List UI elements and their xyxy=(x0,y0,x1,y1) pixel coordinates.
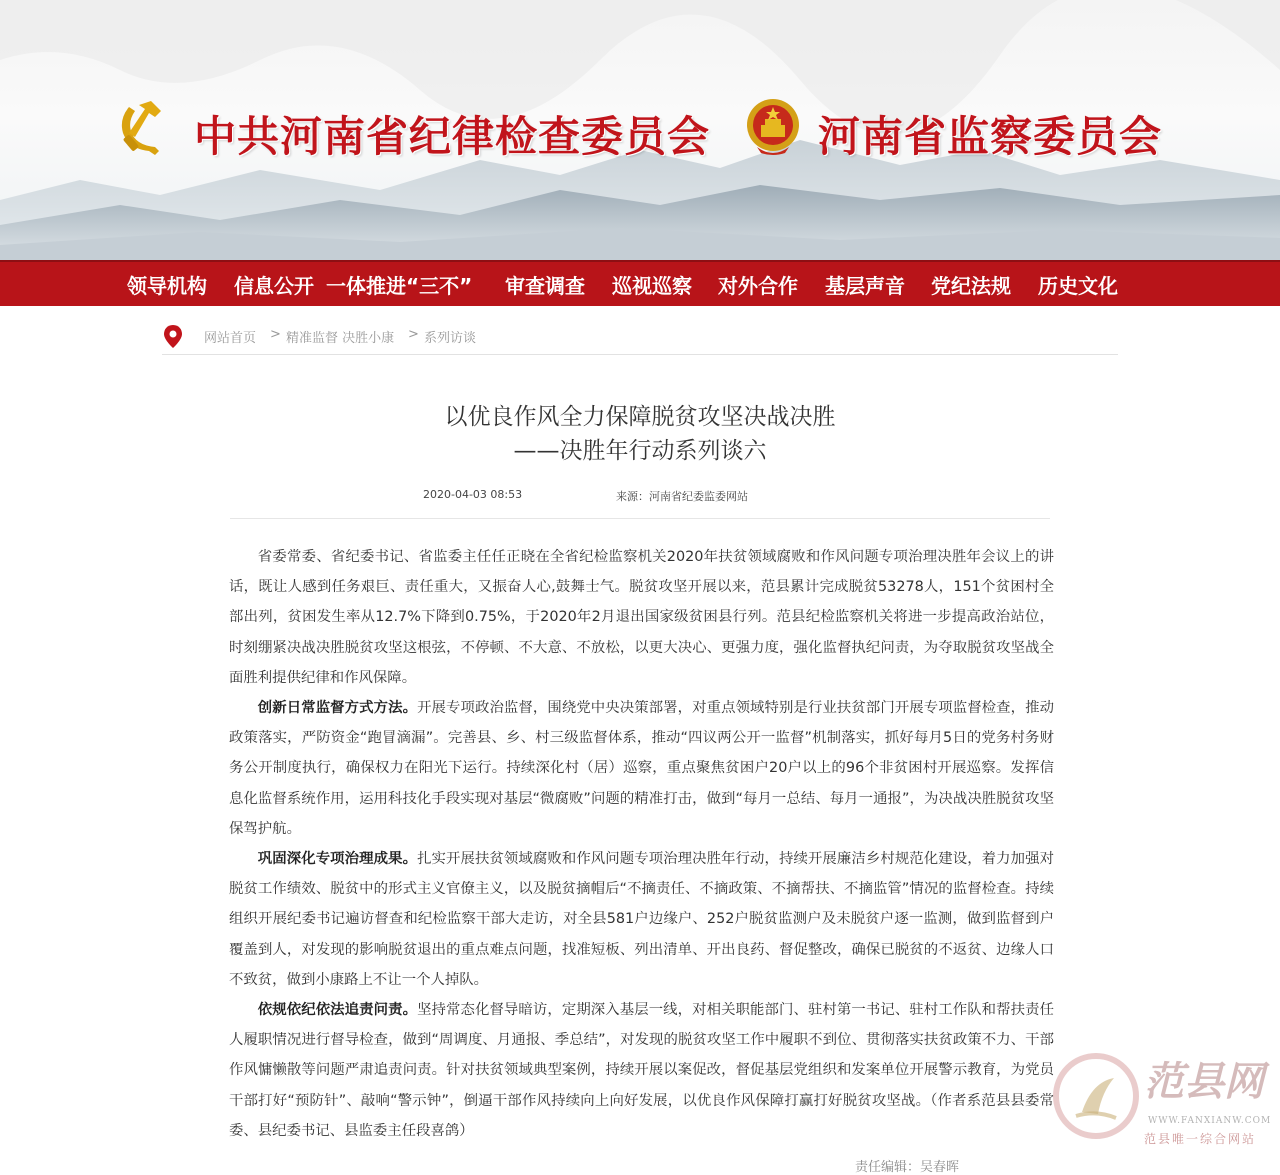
watermark-slogan: 范县唯一综合网站 xyxy=(1144,1132,1257,1146)
watermark-url: WWW.FANXIANW.COM xyxy=(1148,1116,1272,1126)
breadcrumb-separator: > xyxy=(270,327,281,342)
header-banner xyxy=(0,0,1280,260)
paragraph-lead: 依规依纪依法追责问责。 xyxy=(257,1002,418,1019)
national-emblem-icon xyxy=(743,97,803,159)
watermark-name: 范县网 xyxy=(1144,1058,1264,1105)
breadcrumb-separator: > xyxy=(408,327,419,342)
nav-item-investigation[interactable]: 审查调查 xyxy=(505,274,585,298)
watermark-logo-icon xyxy=(1052,1052,1140,1140)
nav-item-grassroots[interactable]: 基层声音 xyxy=(825,274,905,298)
nav-item-info-disclosure[interactable]: 信息公开 xyxy=(234,274,314,298)
paragraph-consolidate: 巩固深化专项治理成果。扎实开展扶贫领域腐败和作风问题专项治理决胜年行动，持续开展廉洁乡村规范化建设，着力加强对脱贫工作绩效、脱贫中的形式主义官僚主义，以及脱贫摘帽后“不摘责任、不摘政策、不摘帮扶、不摘监管”情况的监督检查。持续组织开展纪委书记遍访督查和纪检监察干部大走访，对全县581户边缘户、252户脱贫监测户及未脱贫户逐一监测，做到监督到户覆盖到人，对发现的影响脱贫退出的重点难点问题，找准短板、列出清单、开出良药、督促整改，确保已脱贫的不返贫、边缘人口不致贫，做到小康路上不让一个人掉队。 xyxy=(229,851,1054,988)
nav-item-foreign-cooperation[interactable]: 对外合作 xyxy=(718,274,798,298)
paragraph-lead: 创新日常监督方式方法。 xyxy=(257,700,418,717)
site-watermark xyxy=(1052,1046,1272,1158)
article-source: 来源：河南省纪委监委网站 xyxy=(616,490,748,503)
banner-title-right: 河南省监察委员会 xyxy=(818,112,1163,161)
nav-item-regulations[interactable]: 党纪法规 xyxy=(931,274,1011,298)
main-nav xyxy=(0,260,1280,306)
nav-item-history[interactable]: 历史文化 xyxy=(1038,274,1118,298)
breadcrumb-category[interactable]: 系列访谈 xyxy=(424,331,477,346)
editor-line: 责任编辑：吴春晖 xyxy=(855,1160,960,1175)
breadcrumb-section[interactable]: 精准监督 决胜小康 xyxy=(286,331,395,346)
paragraph-intro: 省委常委、省纪委书记、省监委主任任正晓在全省纪检监察机关2020年扶贫领域腐败和作风问题专项治理决胜年会议上的讲话，既让人感到任务艰巨、责任重大，又振奋人心,鼓舞士气。脱贫攻坚开展以来，范县累计完成脱贫53278人，151个贫困村全部出列，贫困发生率从12.7%下降到0.75%，于2020年2月退出国家级贫困县行列。范县纪检监察机关将进一步提高政治站位，时刻绷紧决战决胜脱贫攻坚这根弦，不停顿、不大意、不放松，以更大决心、更强力度，强化监督执纪问责，为夺取脱贫攻坚战全面胜利提供纪律和作风保障。 xyxy=(229,549,1054,686)
nav-item-leadership[interactable]: 领导机构 xyxy=(127,274,207,298)
paragraph-innovate: 创新日常监督方式方法。开展专项政治监督，围绕党中央决策部署，对重点领域特别是行业扶贫部门开展专项监督检查，推动政策落实，严防资金“跑冒滴漏”。完善县、乡、村三级监督体系，推动“四议两公开一监督”机制落实，抓好每月5日的党务村务财务公开制度执行，确保权力在阳光下运行。持续深化村（居）巡察，重点聚焦贫困户20户以上的96个非贫困村开展巡察。发挥信息化监督系统作用，运用科技化手段实现对基层“微腐败”问题的精准打击，做到“每月一总结、每月一通报”，为决战决胜脱贫攻坚保驾护航。 xyxy=(229,700,1054,837)
paragraph-accountability: 依规依纪依法追责问责。坚持常态化督导暗访，定期深入基层一线，对相关职能部门、驻村第一书记、驻村工作队和帮扶责任人履职情况进行督导检查，做到“周调度、月通报、季总结”，对发现的脱贫攻坚工作中履职不到位、贯彻落实扶贫政策不力、干部作风慵懒散等问题严肃追责问责。针对扶贫领域典型案例，持续开展以案促改，督促基层党组织和发案单位开展警示教育，为党员干部打好“预防针”、敲响“警示钟”，倒逼干部作风持续向上向好发展，以优良作风保障打赢打好脱贫攻坚战。（作者系范县县委常委、县纪委书记、县监委主任段喜鸽） xyxy=(229,1002,1054,1139)
breadcrumb xyxy=(162,322,1118,355)
banner-title-left: 中共河南省纪律检查委员会 xyxy=(194,112,711,161)
divider xyxy=(230,518,1050,519)
paragraph-lead: 巩固深化专项治理成果。 xyxy=(257,851,418,868)
party-emblem-icon xyxy=(115,97,175,157)
article-date: 2020-04-03 08:53 xyxy=(423,488,523,501)
nav-item-three-nots[interactable]: 一体推进“三不” xyxy=(326,274,473,298)
location-pin-icon xyxy=(162,324,184,350)
breadcrumb-home[interactable]: 网站首页 xyxy=(204,331,257,346)
nav-item-inspection[interactable]: 巡视巡察 xyxy=(612,274,692,298)
article-title: 以优良作风全力保障脱贫攻坚决战决胜 xyxy=(444,404,836,430)
article-subtitle: ——决胜年行动系列谈六 xyxy=(513,438,767,464)
article-body xyxy=(229,542,1054,1146)
